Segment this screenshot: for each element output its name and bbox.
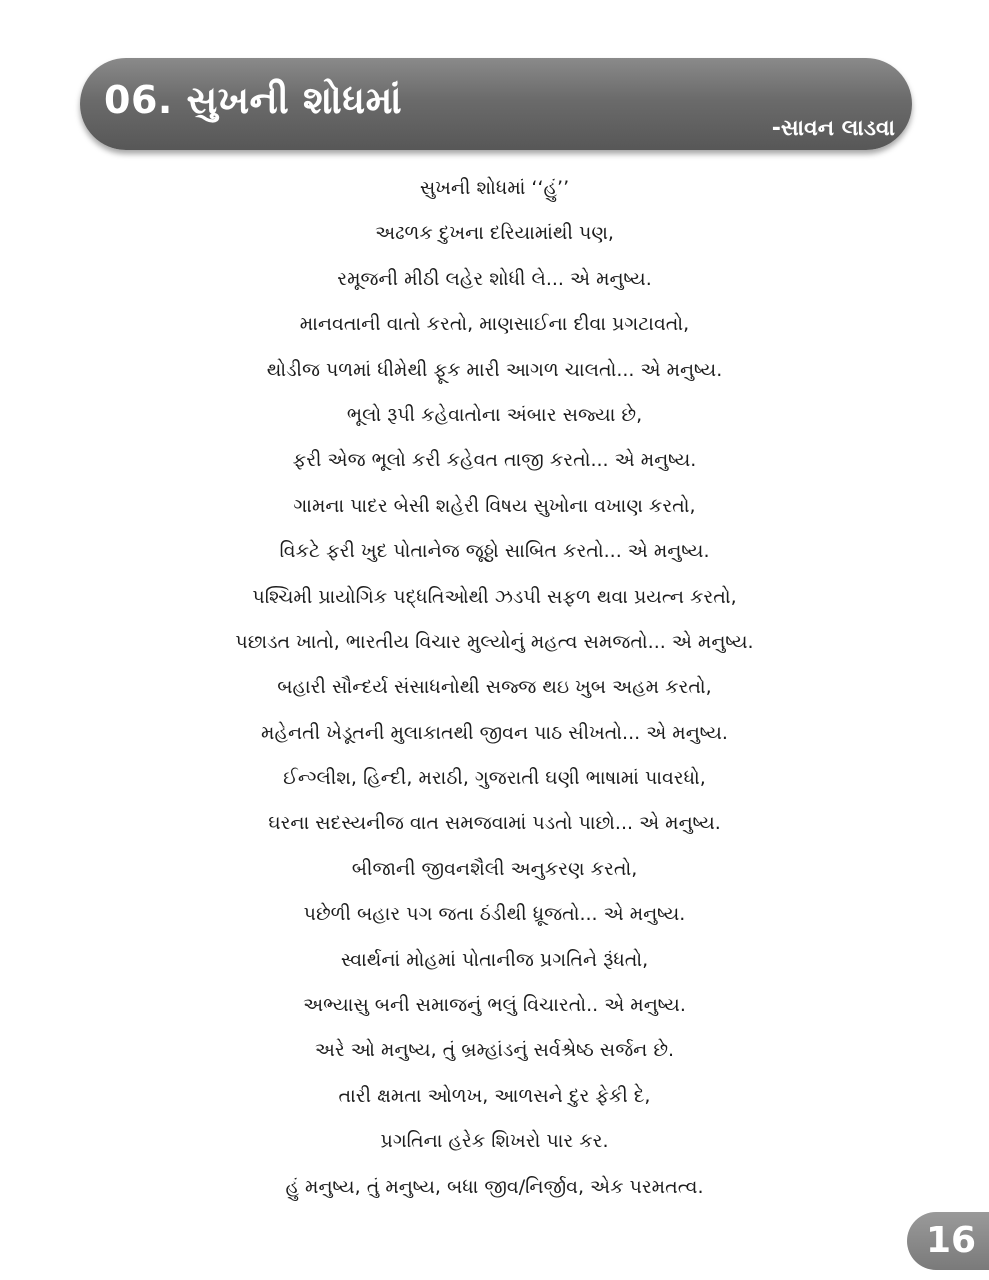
poem-line: વિકટે ફરી ખુદ પોતાનેજ જૂઠ્ઠો સાબિત કરતો... એ મનુષ્ય.: [279, 540, 710, 563]
poem-line: પશ્ચિમી પ્રાયોગિક પદ્ધતિઓથી ઝડપી સફળ થવા પ્રયત્ન કરતો,: [252, 585, 737, 608]
poem-line: તારી ક્ષમતા ઓળખ, આળસને દુર ફેકી દે,: [338, 1084, 651, 1107]
poem-line: અરે ઓ મનુષ્ય, તું બ્રમ્હાંડનું સર્વશ્રેષ્ઠ સર્જન છે.: [314, 1039, 675, 1062]
poem-line: રમૂજની મીઠી લહેર શોધી લે... એ મનુષ્ય.: [337, 267, 652, 290]
poem-line: બીજાની જીવનશૈલી અનુકરણ કરતો,: [351, 857, 638, 880]
poem-line: સ્વાર્થનાં મોહમાં પોતાનીજ પ્રગતિને રૂંધતો,: [340, 948, 649, 971]
poem-line: માનવતાની વાતો કરતો, માણસાઈના દીવા પ્રગટાવતો,: [299, 313, 690, 336]
poem-line: પ્રગતિના હરેક શિખરો પાર કર.: [380, 1130, 609, 1153]
poem-body: [0, 166, 989, 1210]
poem-line: ગામના પાદર બેસી શહેરી વિષય સુખોના વખાણ કરતો,: [293, 494, 696, 517]
poem-line: થોડીજ પળમાં ધીમેથી ફૂક મારી આગળ ચાલતો... એ મનુષ્ય.: [266, 358, 723, 381]
page-title: 06. સુખની શોધમાં: [104, 78, 403, 122]
poem-line: મહેનતી ખેડૂતની મુલાકાતથી જીવન પાઠ સીખતો... એ મનુષ્ય.: [261, 721, 728, 744]
poem-line: પછાડત ખાતો, ભારતીય વિચાર મુલ્યોનું મહત્વ સમજતો... એ મનુષ્ય.: [235, 630, 754, 653]
poem-line: અઢળક દુખના દરિયામાંથી પણ,: [375, 222, 614, 245]
page-number-badge: 16: [907, 1212, 989, 1270]
poem-line: બહારી સૌન્દર્ય સંસાધનોથી સજ્જ થઇ ખુબ અહમ કરતો,: [277, 676, 712, 699]
poem-line: ફરી એજ ભૂલો કરી કહેવત તાજી કરતો... એ મનુષ્ય.: [292, 449, 697, 472]
poem-line: અભ્યાસુ બની સમાજનું ભલું વિચારતો.. એ મનુષ્ય.: [303, 994, 686, 1017]
poem-line: ભૂલો રૂપી કહેવાતોના અંબાર સજ્યા છે,: [346, 403, 643, 426]
poem-line: ઘરના સદસ્યનીજ વાત સમજવામાં પડતો પાછો... એ મનુષ્ય.: [268, 812, 721, 835]
poem-line: ઈન્ગ્લીશ, હિન્દી, મરાઠી, ગુજરાતી ઘણી ભાષામાં પાવરધો,: [283, 767, 706, 790]
poem-line: સુખની શોધમાં ‘‘હું’’: [419, 177, 570, 199]
author-name: -સાવન લાડવા: [771, 116, 895, 141]
poem-line: હું મનુષ્ય, તું મનુષ્ય, બધા જીવ/નિર્જીવ, એક પરમતત્વ.: [285, 1175, 704, 1198]
poem-line: પછેળી બહાર પગ જતા ઠંડીથી ધ્રૂજતો... એ મનુષ્ય.: [303, 903, 686, 926]
